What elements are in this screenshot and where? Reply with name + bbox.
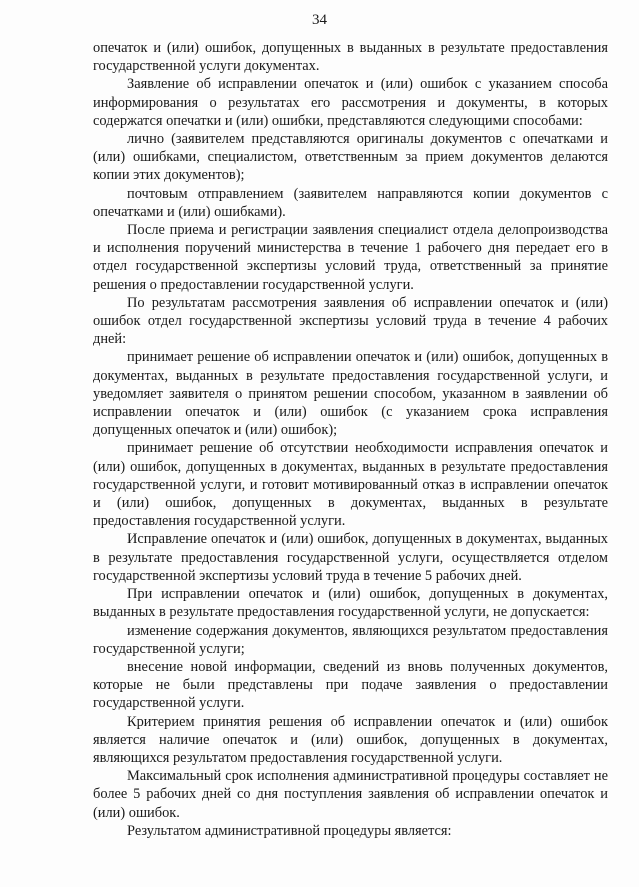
paragraph-13: Критерием принятия решения об исправлении опечаток и (или) ошибок является наличие опечаток и (или) ошибок, допущенных в документах, являющихся результатом предоставления государственной услуги. xyxy=(93,713,608,766)
paragraph-15: Результатом административной процедуры является: xyxy=(127,822,452,839)
paragraph-10: При исправлении опечаток и (или) ошибок, допущенных в документах, выданных в результате предоставления государственной услуги, не допускается: xyxy=(93,586,608,621)
paragraph-6: По результатам рассмотрения заявления об исправлении опечаток и (или) ошибок отдел государственной экспертизы условий труда в течение 4 рабочих дней: xyxy=(93,294,608,348)
body-text xyxy=(93,39,608,840)
paragraph-11: изменение содержания документов, являющихся результатом предоставления государственной услуги; xyxy=(93,622,608,657)
paragraph-12: внесение новой информации, сведений из вновь полученных документов, которые не были представлены при подаче заявления о предоставлении государственной услуги. xyxy=(93,658,608,712)
paragraph-3: лично (заявителем представляются оригиналы документов с опечатками и (или) ошибками, специалистом, ответственным за прием документов делаются копии этих документов); xyxy=(93,131,608,184)
page-number: 34 xyxy=(312,12,327,28)
paragraph-4: почтовым отправлением (заявителем направляются копии документов с опечатками и (или) ошибками). xyxy=(93,185,608,220)
paragraph-9: Исправление опечаток и (или) ошибок, допущенных в документах, выданных в результате предоставления государственной услуги, осуществляется отделом государственной экспертизы условий труда в течение 5 рабочих дней. xyxy=(93,531,608,584)
paragraph-8: принимает решение об отсутствии необходимости исправления опечаток и (или) ошибок, допущенных в документах, выданных в результате предоставления государственной услуги, и готовит мотивированный отказ в исправлении опечаток и (или) ошибок, допущенных в документах, выданных в результате предоставления государственной услуги. xyxy=(93,440,608,530)
paragraph-5: После приема и регистрации заявления специалист отдела делопроизводства и исполнения поручений министерства в течение 1 рабочего дня передает его в отдел государственной экспертизы условий труда, ответственный за принятие решения о предоставлении государственной услуги. xyxy=(93,222,608,293)
paragraph-1: опечаток и (или) ошибок, допущенных в выданных в результате предоставления государственной услуги документах. xyxy=(93,40,608,75)
paragraph-7: принимает решение об исправлении опечаток и (или) ошибок, допущенных в документах, выданных в результате предоставления государственной услуги, и уведомляет заявителя о принятом решении способом, указанном в заявлении об исправлении опечаток и (или) ошибок (с указанием срока исправления допущенных опечаток и (или) ошибок); xyxy=(93,349,608,439)
paragraph-14: Максимальный срок исполнения административной процедуры составляет не более 5 рабочих дней со дня поступления заявления об исправлении опечаток и (или) ошибок. xyxy=(93,768,608,821)
paragraph-2: Заявление об исправлении опечаток и (или) ошибок с указанием способа информирования о результатах его рассмотрения и документы, в которых содержатся опечатки и (или) ошибки, представляются следующими способами: xyxy=(93,76,608,129)
